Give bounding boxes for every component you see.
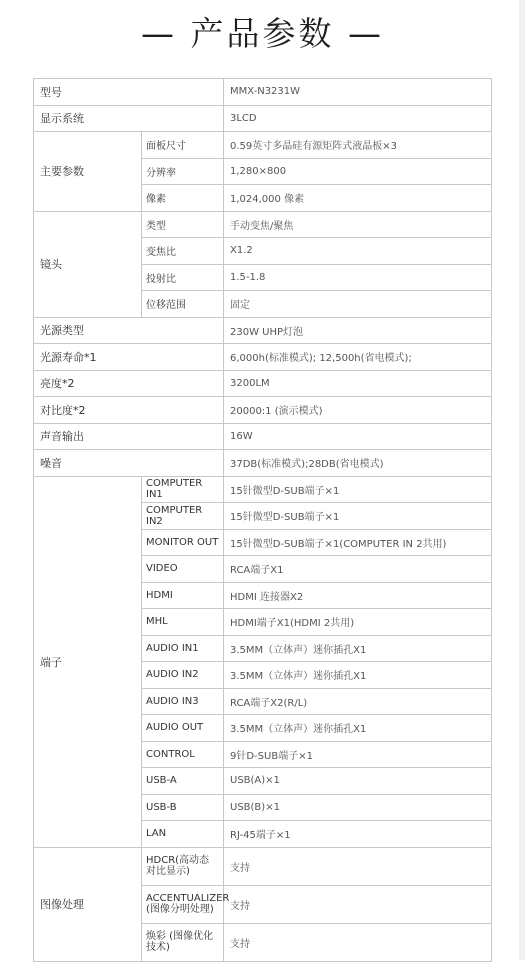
sub-label: HDCR(高动态对比显示) xyxy=(142,847,224,885)
row-value: X1.2 xyxy=(224,238,492,265)
sub-label: 变焦比 xyxy=(142,238,224,265)
row-value: 手动变焦/聚焦 xyxy=(224,211,492,238)
row-value: 支持 xyxy=(224,885,492,923)
sub-label: VIDEO xyxy=(142,556,224,583)
table-row xyxy=(34,476,492,503)
row-value: 支持 xyxy=(224,847,492,885)
row-value: 9针D-SUB端子×1 xyxy=(224,741,492,768)
sub-label: AUDIO OUT xyxy=(142,715,224,742)
table-row xyxy=(34,423,492,450)
row-value: 3LCD xyxy=(224,105,492,132)
row-label: 型号 xyxy=(34,79,224,106)
table-row xyxy=(34,105,492,132)
sub-label: 投射比 xyxy=(142,264,224,291)
page-title: — 产品参数 — xyxy=(141,14,384,53)
sub-label: CONTROL xyxy=(142,741,224,768)
row-value: 3.5MM（立体声）迷你插孔X1 xyxy=(224,635,492,662)
table-row xyxy=(34,344,492,371)
row-label: 声音输出 xyxy=(34,423,224,450)
row-value: 37DB(标准模式);28DB(省电模式) xyxy=(224,450,492,477)
row-value: HDMI端子X1(HDMI 2共用) xyxy=(224,609,492,636)
row-value: 15针微型D-SUB端子×1 xyxy=(224,476,492,503)
sub-label: 像素 xyxy=(142,185,224,212)
sub-label: COMPUTER IN1 xyxy=(142,476,224,503)
table-row xyxy=(34,317,492,344)
row-value: RCA端子X1 xyxy=(224,556,492,583)
sub-label: 分辨率 xyxy=(142,158,224,185)
row-label: 镜头 xyxy=(34,211,142,317)
sub-label: COMPUTER IN2 xyxy=(142,503,224,530)
row-value: 3.5MM（立体声）迷你插孔X1 xyxy=(224,662,492,689)
spec-table xyxy=(33,78,492,962)
row-value: USB(A)×1 xyxy=(224,768,492,795)
row-label: 对比度*2 xyxy=(34,397,224,424)
row-label: 端子 xyxy=(34,476,142,847)
sub-label: USB-A xyxy=(142,768,224,795)
row-value: RCA端子X2(R/L) xyxy=(224,688,492,715)
row-label: 主要参数 xyxy=(34,132,142,212)
row-value: 230W UHP灯泡 xyxy=(224,317,492,344)
sub-label: LAN xyxy=(142,821,224,848)
sub-label: MHL xyxy=(142,609,224,636)
row-value: 15针微型D-SUB端子×1 xyxy=(224,503,492,530)
row-value: 15针微型D-SUB端子×1(COMPUTER IN 2共用) xyxy=(224,529,492,556)
sub-label: 位移范围 xyxy=(142,291,224,318)
table-row xyxy=(34,450,492,477)
sub-label: HDMI xyxy=(142,582,224,609)
row-label: 亮度*2 xyxy=(34,370,224,397)
sub-label: AUDIO IN1 xyxy=(142,635,224,662)
row-value: RJ-45端子×1 xyxy=(224,821,492,848)
row-value: HDMI 连接器X2 xyxy=(224,582,492,609)
sub-label: USB-B xyxy=(142,794,224,821)
row-label: 图像处理 xyxy=(34,847,142,961)
row-value: USB(B)×1 xyxy=(224,794,492,821)
table-row xyxy=(34,79,492,106)
table-row xyxy=(34,847,492,885)
row-value: 支持 xyxy=(224,923,492,961)
table-row xyxy=(34,370,492,397)
row-value: 3200LM xyxy=(224,370,492,397)
table-row xyxy=(34,211,492,238)
row-value: 固定 xyxy=(224,291,492,318)
row-value: 1,024,000 像素 xyxy=(224,185,492,212)
row-value: 0.59英寸多晶硅有源矩阵式液晶板×3 xyxy=(224,132,492,159)
row-value: 3.5MM（立体声）迷你插孔X1 xyxy=(224,715,492,742)
row-label: 噪音 xyxy=(34,450,224,477)
row-label: 光源类型 xyxy=(34,317,224,344)
scroll-edge xyxy=(519,0,525,960)
sub-label: 焕彩 (图像优化技术) xyxy=(142,923,224,961)
row-value: 16W xyxy=(224,423,492,450)
sub-label: 类型 xyxy=(142,211,224,238)
row-label: 显示系统 xyxy=(34,105,224,132)
sub-label: AUDIO IN3 xyxy=(142,688,224,715)
row-value: 20000:1 (演示模式) xyxy=(224,397,492,424)
row-value: 1.5-1.8 xyxy=(224,264,492,291)
table-row xyxy=(34,397,492,424)
sub-label: MONITOR OUT xyxy=(142,529,224,556)
row-value: 6,000h(标准模式); 12,500h(省电模式); xyxy=(224,344,492,371)
row-value: 1,280×800 xyxy=(224,158,492,185)
sub-label: 面板尺寸 xyxy=(142,132,224,159)
row-label: 光源寿命*1 xyxy=(34,344,224,371)
table-row xyxy=(34,132,492,159)
sub-label: AUDIO IN2 xyxy=(142,662,224,689)
sub-label: ACCENTUALIZER (图像分明处理) xyxy=(142,885,224,923)
row-value: MMX-N3231W xyxy=(224,79,492,106)
